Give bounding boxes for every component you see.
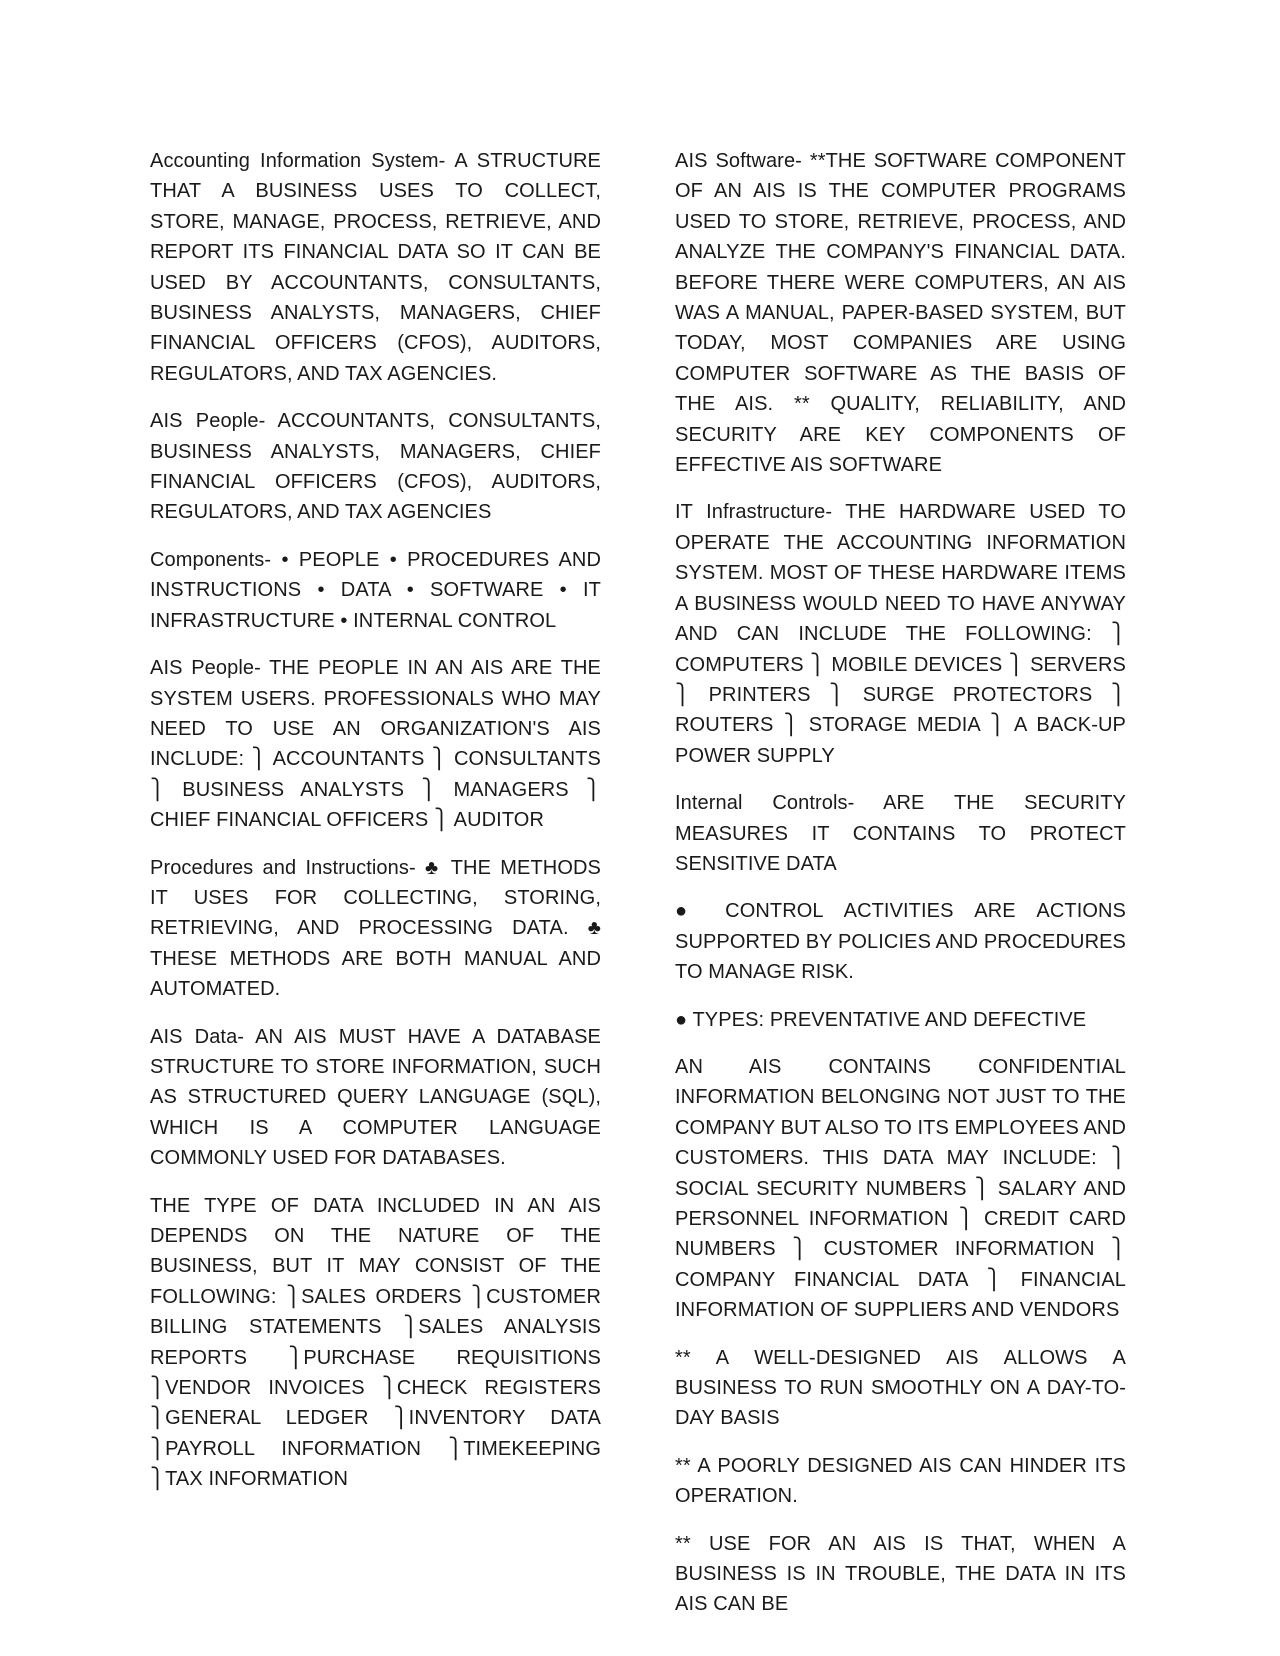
- paragraph-control-activities: ● CONTROL ACTIVITIES ARE ACTIONS SUPPORTED BY POLICIES AND PROCEDURES TO MANAGE RISK.: [675, 900, 1126, 984]
- right-column: [675, 146, 1126, 1637]
- paragraph-ais-data: AIS Data- AN AIS MUST HAVE A DATABASE STRUCTURE TO STORE INFORMATION, SUCH AS STRUCTURED QUERY LANGUAGE (SQL), WHICH IS A COMPUTER LANGUAGE COMMONLY USED FOR DATABASES.: [150, 1025, 601, 1170]
- paragraph-ais-people-list: AIS People- ACCOUNTANTS, CONSULTANTS, BUSINESS ANALYSTS, MANAGERS, CHIEF FINANCIAL OFFICERS (CFOS), AUDITORS, REGULATORS, AND TAX AGENCIES: [150, 410, 601, 524]
- paragraph-data-types: THE TYPE OF DATA INCLUDED IN AN AIS DEPENDS ON THE NATURE OF THE BUSINESS, BUT IT MAY CONSIST OF THE FOLLOWING: ⎫SALES ORDERS ⎫CUSTOMER BILLING STATEMENTS ⎫SALES ANALYSIS REPORTS ⎫PURCHASE REQUISITIONS ⎫VENDOR INVOICES ⎫CHECK REGISTERS ⎫GENERAL LEDGER ⎫INVENTORY DATA ⎫PAYROLL INFORMATION ⎫TIMEKEEPING ⎫TAX INFORMATION: [150, 1194, 601, 1491]
- paragraph-confidential-information: AN AIS CONTAINS CONFIDENTIAL INFORMATION BELONGING NOT JUST TO THE COMPANY BUT ALSO TO ITS EMPLOYEES AND CUSTOMERS. THIS DATA MAY INCLUDE: ⎫ SOCIAL SECURITY NUMBERS ⎫ SALARY AND PERSONNEL INFORMATION ⎫ CREDIT CARD NUMBERS ⎫ CUSTOMER INFORMATION ⎫ COMPANY FINANCIAL DATA ⎫ FINANCIAL INFORMATION OF SUPPLIERS AND VENDORS: [675, 1055, 1126, 1322]
- left-column: [150, 146, 601, 1512]
- paragraph-accounting-information-system: Accounting Information System- A STRUCTURE THAT A BUSINESS USES TO COLLECT, STORE, MANAGE, PROCESS, RETRIEVE, AND REPORT ITS FINANCIAL DATA SO IT CAN BE USED BY ACCOUNTANTS, CONSULTANTS, BUSINESS ANALYSTS, MANAGERS, CHIEF FINANCIAL OFFICERS (CFOS), AUDITORS, REGULATORS, AND TAX AGENCIES.: [150, 150, 601, 385]
- paragraph-well-designed-ais: ** A WELL-DESIGNED AIS ALLOWS A BUSINESS TO RUN SMOOTHLY ON A DAY-TO-DAY BASIS: [675, 1346, 1126, 1430]
- paragraph-ais-people-users: AIS People- THE PEOPLE IN AN AIS ARE THE SYSTEM USERS. PROFESSIONALS WHO MAY NEED TO USE AN ORGANIZATION'S AIS INCLUDE: ⎫ ACCOUNTANTS ⎫ CONSULTANTS ⎫ BUSINESS ANALYSTS ⎫ MANAGERS ⎫ CHIEF FINANCIAL OFFICERS ⎫ AUDITOR: [150, 657, 601, 832]
- paragraph-poorly-designed-ais: ** A POORLY DESIGNED AIS CAN HINDER ITS OPERATION.: [675, 1454, 1126, 1508]
- paragraph-components: Components- • PEOPLE • PROCEDURES AND INSTRUCTIONS • DATA • SOFTWARE • IT INFRASTRUCTURE • INTERNAL CONTROL: [150, 548, 601, 632]
- paragraph-internal-controls: Internal Controls- ARE THE SECURITY MEASURES IT CONTAINS TO PROTECT SENSITIVE DATA: [675, 792, 1126, 875]
- paragraph-control-types: ● TYPES: PREVENTATIVE AND DEFECTIVE: [675, 1008, 1087, 1031]
- paragraph-procedures-and-instructions: Procedures and Instructions- ♣ THE METHODS IT USES FOR COLLECTING, STORING, RETRIEVING, AND PROCESSING DATA. ♣ THESE METHODS ARE BOTH MANUAL AND AUTOMATED.: [150, 856, 601, 1001]
- paragraph-ais-software: AIS Software- **THE SOFTWARE COMPONENT OF AN AIS IS THE COMPUTER PROGRAMS USED TO STORE, RETRIEVE, PROCESS, AND ANALYZE THE COMPANY'S FINANCIAL DATA. BEFORE THERE WERE COMPUTERS, AN AIS WAS A MANUAL, PAPER-BASED SYSTEM, BUT TODAY, MOST COMPANIES ARE USING COMPUTER SOFTWARE AS THE BASIS OF THE AIS. ** QUALITY, RELIABILITY, AND SECURITY ARE KEY COMPONENTS OF EFFECTIVE AIS SOFTWARE: [675, 150, 1126, 477]
- paragraph-it-infrastructure: IT Infrastructure- THE HARDWARE USED TO OPERATE THE ACCOUNTING INFORMATION SYSTEM. MOST OF THESE HARDWARE ITEMS A BUSINESS WOULD NEED TO HAVE ANYWAY AND CAN INCLUDE THE FOLLOWING: ⎫ COMPUTERS ⎫ MOBILE DEVICES ⎫ SERVERS ⎫ PRINTERS ⎫ SURGE PROTECTORS ⎫ ROUTERS ⎫ STORAGE MEDIA ⎫ A BACK-UP POWER SUPPLY: [675, 501, 1126, 767]
- paragraph-ais-use-in-trouble: ** USE FOR AN AIS IS THAT, WHEN A BUSINESS IS IN TROUBLE, THE DATA IN ITS AIS CAN BE: [675, 1532, 1126, 1616]
